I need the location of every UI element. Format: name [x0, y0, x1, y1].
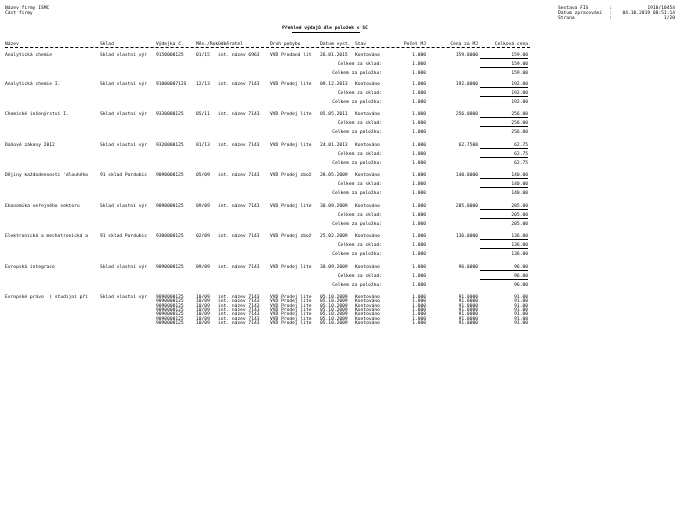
- item-name: Analytická chemie: [5, 53, 53, 58]
- cell-qty: 1.000: [412, 82, 426, 87]
- cell-qty: 1.000: [412, 143, 426, 148]
- column-header: Název: [5, 42, 19, 47]
- cell-date: 30.09.2009: [320, 204, 348, 209]
- report-title: Přehled výdajů dle položek v SC: [282, 26, 368, 31]
- cell-total: 136.00: [511, 234, 528, 239]
- column-header: Cena za MJ: [450, 42, 478, 47]
- cell-doc: 9090000125: [156, 312, 184, 318]
- cell-state: Kontováno: [355, 307, 380, 313]
- cell-qty: 1.000: [412, 320, 426, 326]
- column-header: Odběratel: [218, 42, 243, 47]
- item-name: Elektronická a mechatronická a: [5, 234, 88, 239]
- item-total-qty: 1.000: [412, 283, 426, 288]
- item-total-label: Celkem za položku:: [332, 252, 382, 257]
- subtotal-rule: [480, 87, 528, 88]
- cell-doc: 9090000125: [156, 307, 184, 313]
- item-total-qty: 1.000: [412, 222, 426, 227]
- cell-period: 09/09: [196, 265, 210, 270]
- cell-doc: 9150000125: [156, 53, 184, 58]
- cell-date: 25.02.2009: [320, 234, 348, 239]
- cell-customer: int. název 7143: [218, 295, 260, 300]
- cell-total: 91.00: [514, 320, 528, 326]
- cell-period: 05/09: [196, 173, 210, 178]
- cell-state: Kontováno: [355, 234, 380, 239]
- warehouse-total-label: Celkem za sklad:: [337, 62, 382, 67]
- warehouse-total-label: Celkem za sklad:: [337, 121, 382, 126]
- warehouse-total-value: 96.00: [514, 274, 528, 279]
- item-total-label: Celkem za položku:: [332, 191, 382, 196]
- item-name: Dějiny každodennosti 'dlouhého: [5, 173, 88, 178]
- subtotal-rule: [480, 248, 528, 249]
- warehouse-total-value: 62.75: [514, 152, 528, 157]
- warehouse-total-value: 159.00: [511, 62, 528, 67]
- cell-date: 26.01.2015: [320, 53, 348, 58]
- subtotal-rule: [480, 209, 528, 210]
- cell-qty: 1.000: [412, 173, 426, 178]
- cell-price: 91.0000: [458, 295, 478, 300]
- cell-customer: int. název 7143: [218, 112, 260, 117]
- cell-period: 10/09: [196, 299, 210, 305]
- cell-total: 140.00: [511, 173, 528, 178]
- cell-customer: int. název 7143: [218, 204, 260, 209]
- cell-price: 91.0000: [458, 303, 478, 309]
- subtotal-rule: [480, 58, 528, 59]
- warehouse-name: 91 sklad Pardubic: [100, 173, 148, 178]
- cell-state: Kontováno: [355, 312, 380, 318]
- item-total-qty: 1.000: [412, 71, 426, 76]
- item-total-value: 205.00: [511, 222, 528, 227]
- cell-date: 05.05.2011: [320, 112, 348, 117]
- cell-period: 12/13: [196, 82, 210, 87]
- meta-label-date: Datum zpracování: [558, 11, 603, 16]
- cell-customer: int. název 7143: [218, 82, 260, 87]
- warehouse-total-qty: 1.000: [412, 182, 426, 187]
- subtotal-rule: [480, 126, 528, 127]
- cell-total: 91.00: [514, 299, 528, 305]
- cell-total: 159.00: [511, 53, 528, 58]
- cell-price: 205.0000: [455, 204, 478, 209]
- cell-qty: 1.000: [412, 303, 426, 309]
- cell-customer: int. název 7143: [218, 265, 260, 270]
- subtotal-rule: [480, 239, 528, 240]
- cell-date: 28.05.2009: [320, 173, 348, 178]
- cell-customer: int. název 7143: [218, 312, 260, 318]
- column-header: Výdejka č.: [156, 42, 184, 47]
- cell-doc: 9320000125: [156, 143, 184, 148]
- warehouse-total-label: Celkem za sklad:: [337, 243, 382, 248]
- cell-movement: VVD Prodej lite: [270, 299, 312, 305]
- warehouse-total-qty: 1.000: [412, 274, 426, 279]
- cell-date: 09.12.2013: [320, 82, 348, 87]
- warehouse-name: Sklad vlastní výr: [100, 112, 148, 117]
- warehouse-total-label: Celkem za sklad:: [337, 182, 382, 187]
- cell-total: 91.00: [514, 307, 528, 313]
- cell-movement: VVD Prodej lite: [270, 143, 312, 148]
- cell-doc: 9090000125: [156, 316, 184, 322]
- warehouse-total-qty: 1.000: [412, 91, 426, 96]
- cell-doc: 9090000125: [156, 265, 184, 270]
- cell-movement: VVD Prodej lite: [270, 82, 312, 87]
- meta-value-page: 1/20: [663, 16, 675, 21]
- company-part: Část firmy: [5, 11, 33, 16]
- subtotal-rule: [480, 148, 528, 149]
- item-total-label: Celkem za položku:: [332, 161, 382, 166]
- warehouse-name: 91 sklad Pardubic: [100, 234, 148, 239]
- meta-label-report: Sestava FIS: [558, 6, 589, 11]
- cell-doc: 9100000712S: [156, 82, 187, 87]
- column-header: Druh pohybu: [270, 42, 301, 47]
- warehouse-total-label: Celkem za sklad:: [337, 152, 382, 157]
- warehouse-total-value: 140.00: [511, 182, 528, 187]
- cell-period: 05/11: [196, 112, 210, 117]
- item-total-label: Celkem za položku:: [332, 283, 382, 288]
- item-total-qty: 1.000: [412, 130, 426, 135]
- cell-period: 10/09: [196, 312, 210, 318]
- cell-total: 91.00: [514, 312, 528, 318]
- cell-state: Kontováno: [355, 316, 380, 322]
- cell-state: Kontováno: [355, 265, 380, 270]
- cell-state: Kontováno: [355, 295, 380, 300]
- cell-state: Kontováno: [355, 204, 380, 209]
- item-name: Evropská integrace: [5, 265, 55, 270]
- title-underline: [292, 32, 360, 33]
- cell-state: Kontováno: [355, 82, 380, 87]
- cell-price: 159.0000: [455, 53, 478, 58]
- column-header: Stav: [355, 42, 367, 47]
- cell-total: 91.00: [514, 316, 528, 322]
- cell-date: 05.10.2009: [320, 312, 348, 318]
- column-header: Celková cena: [494, 42, 528, 47]
- cell-total: 205.00: [511, 204, 528, 209]
- warehouse-name: Sklad vlastní výr: [100, 204, 148, 209]
- warehouse-total-value: 205.00: [511, 213, 528, 218]
- meta-value-report: 1918/10454: [647, 6, 675, 11]
- cell-movement: VVD Prodej lite: [270, 265, 312, 270]
- cell-total: 91.00: [514, 303, 528, 309]
- column-header: Počet MJ: [403, 42, 426, 47]
- cell-customer: int. název 7143: [218, 299, 260, 305]
- subtotal-rule: [480, 270, 528, 271]
- item-total-value: 256.00: [511, 130, 528, 135]
- cell-price: 256.0000: [455, 112, 478, 117]
- subtotal-rule: [480, 67, 528, 68]
- cell-doc: 9330000125: [156, 112, 184, 117]
- cell-date: 24.01.2013: [320, 143, 348, 148]
- cell-total: 256.00: [511, 112, 528, 117]
- column-header: Měs./Rok: [196, 42, 219, 47]
- subtotal-rule: [480, 178, 528, 179]
- cell-period: 10/09: [196, 320, 210, 326]
- cell-movement: VVD Prodej lite: [270, 295, 312, 300]
- item-total-label: Celkem za položku:: [332, 71, 382, 76]
- cell-total: 91.00: [514, 295, 528, 300]
- meta-label-page: Strana: [558, 16, 575, 21]
- warehouse-total-label: Celkem za sklad:: [337, 91, 382, 96]
- item-total-label: Celkem za položku:: [332, 130, 382, 135]
- cell-price: 91.0000: [458, 307, 478, 313]
- item-total-value: 96.00: [514, 283, 528, 288]
- warehouse-name: Sklad vlastní výr: [100, 143, 148, 148]
- cell-qty: 1.000: [412, 295, 426, 300]
- cell-movement: VVD Prodej lite: [270, 112, 312, 117]
- cell-date: 30.09.2009: [320, 265, 348, 270]
- cell-movement: VVD Prodej lite: [270, 303, 312, 309]
- warehouse-total-qty: 1.000: [412, 121, 426, 126]
- cell-total: 192.00: [511, 82, 528, 87]
- item-total-label: Celkem za položku:: [332, 222, 382, 227]
- cell-state: Kontováno: [355, 303, 380, 309]
- cell-period: 01/15: [196, 53, 210, 58]
- cell-qty: 1.000: [412, 265, 426, 270]
- cell-movement: VVD Prodej lite: [270, 307, 312, 313]
- cell-date: 05.10.2009: [320, 316, 348, 322]
- cell-price: 91.0000: [458, 320, 478, 326]
- company-name: Název firmy ISMC: [5, 6, 50, 11]
- cell-qty: 1.000: [412, 112, 426, 117]
- cell-customer: int. název 6963: [218, 53, 260, 58]
- cell-state: Kontováno: [355, 143, 380, 148]
- cell-date: 05.10.2009: [320, 320, 348, 326]
- cell-movement: VVD Prodej lite: [270, 204, 312, 209]
- cell-period: 09/09: [196, 204, 210, 209]
- item-total-value: 159.00: [511, 71, 528, 76]
- cell-state: Kontováno: [355, 173, 380, 178]
- cell-movement: VVD Prodej lite: [270, 316, 312, 322]
- cell-movement: VVD Prodej lite: [270, 312, 312, 318]
- warehouse-name: Sklad vlastní výr: [100, 53, 148, 58]
- cell-period: 02/09: [196, 234, 210, 239]
- column-header: Sklad: [100, 42, 114, 47]
- cell-customer: int. název 7143: [218, 234, 260, 239]
- item-total-value: 140.00: [511, 191, 528, 196]
- header-divider: [5, 47, 530, 48]
- cell-doc: 9090000125: [156, 295, 184, 300]
- cell-movement: VVD Prodej lite: [270, 320, 312, 326]
- meta-value-date: 04.10.2019 08:51:14: [622, 11, 675, 16]
- item-total-value: 62.75: [514, 161, 528, 166]
- cell-price: 91.0000: [458, 299, 478, 305]
- warehouse-name: Sklad vlastní výr: [100, 82, 148, 87]
- cell-date: 05.10.2009: [320, 299, 348, 305]
- cell-price: 192.0000: [455, 82, 478, 87]
- cell-state: Kontováno: [355, 112, 380, 117]
- subtotal-rule: [480, 279, 528, 280]
- item-total-qty: 1.000: [412, 161, 426, 166]
- item-total-label: Celkem za položku:: [332, 100, 382, 105]
- cell-price: 91.0000: [458, 316, 478, 322]
- cell-qty: 1.000: [412, 53, 426, 58]
- item-total-qty: 1.000: [412, 252, 426, 257]
- column-header: Datum vyst.: [320, 42, 351, 47]
- item-name: Chemické inženýrství I.: [5, 112, 69, 117]
- cell-movement: VVD Prodej zbož: [270, 234, 312, 239]
- cell-state: Kontováno: [355, 53, 380, 58]
- cell-price: 96.0000: [458, 265, 478, 270]
- cell-period: 10/09: [196, 303, 210, 309]
- cell-period: 10/09: [196, 295, 210, 300]
- cell-doc: 9090000125: [156, 320, 184, 326]
- cell-qty: 1.000: [412, 204, 426, 209]
- warehouse-total-value: 136.00: [511, 243, 528, 248]
- cell-customer: int. název 7143: [218, 307, 260, 313]
- cell-price: 62.7500: [458, 143, 478, 148]
- cell-qty: 1.000: [412, 234, 426, 239]
- item-name: Ekonomika veřejného sektoru: [5, 204, 80, 209]
- cell-state: Kontováno: [355, 320, 380, 326]
- warehouse-total-value: 192.00: [511, 91, 528, 96]
- cell-customer: int. název 7143: [218, 316, 260, 322]
- warehouse-total-qty: 1.000: [412, 213, 426, 218]
- cell-qty: 1.000: [412, 312, 426, 318]
- cell-qty: 1.000: [412, 299, 426, 305]
- cell-date: 05.10.2009: [320, 303, 348, 309]
- cell-total: 96.00: [514, 265, 528, 270]
- cell-doc: 9300000125: [156, 234, 184, 239]
- cell-price: 136.0000: [455, 234, 478, 239]
- cell-period: 01/13: [196, 143, 210, 148]
- warehouse-total-label: Celkem za sklad:: [337, 213, 382, 218]
- cell-date: 05.10.2009: [320, 295, 348, 300]
- subtotal-rule: [480, 96, 528, 97]
- item-name: Daňové zákony 2012: [5, 143, 55, 148]
- cell-customer: int. název 7143: [218, 173, 260, 178]
- item-name: Evropské právo ( studijní pří: [5, 295, 88, 300]
- item-total-value: 192.00: [511, 100, 528, 105]
- warehouse-name: Sklad vlastní výr: [100, 265, 148, 270]
- subtotal-rule: [480, 187, 528, 188]
- cell-qty: 1.000: [412, 307, 426, 313]
- cell-qty: 1.000: [412, 316, 426, 322]
- item-total-qty: 1.000: [412, 100, 426, 105]
- warehouse-total-value: 256.00: [511, 121, 528, 126]
- cell-doc: 9090000125: [156, 303, 184, 309]
- warehouse-total-qty: 1.000: [412, 243, 426, 248]
- cell-movement: VVD Prodej zbož: [270, 173, 312, 178]
- cell-doc: 9090000125: [156, 204, 184, 209]
- warehouse-total-qty: 1.000: [412, 152, 426, 157]
- item-total-qty: 1.000: [412, 191, 426, 196]
- report-page: Název firmy ISMC Část firmy Sestava FIS Datum zpracování Strana : : : 1918/10454 04.10.2019 08:51:14 1/20 Přehled výdajů dle položek v SC Název Sklad Výdejka č. Měs./Rok Odběratel Druh pohybu Datum vyst. Stav Počet MJ Cena za MJ Celková cena Analytická chemie Sklad vlastní výr 9150000125 01/15 int. název 6963 VVD Prodaná lit 26.01.2015 Kontováno 1.000 159.0000 159.00 Celkem za sklad: 1.000 159.00 Celkem za položku: 1.000 159.00 Analytická chemie I. Sklad vlastní výr 9100000712S 12/13 int. název 7143 VVD Prodej lite 09.12.2013 Kontováno 1.000 192.0000 192.00 Celkem za sklad: 1.000 192.00 Celkem za položku: 1.000 192.00 Chemické inženýrství I. Sklad vlastní výr 9330000125 05/11 int. název 7143 VVD Prodej lite 05.05.2011 Kontováno 1.000 256.0000 256.00 Celkem za sklad: 1.000 256.00 Celkem za položku: 1.000 256.00 Daňové zákony 2012 Sklad vlastní výr 9320000125 01/13 int. název 7143 VVD Prodej lite 24.01.2013 Kontováno 1.000 62.7500 62.75 Celkem za sklad: 1.000 62.75 Celkem za položku: 1.000 62.75 Dějiny každodennosti 'dlouhého 91 sklad Pardubic 9090000125 05/09 int. název 7143 VVD Prodej zbož 28.05.2009 Kontováno 1.000 140.0000 140.00 Celkem za sklad: 1.000 140.00 Celkem za položku: 1.000 140.00 Ekonomika veřejného sektoru Sklad vlastní výr 9090000125 09/09 int. název 7143 VVD Prodej lite 30.09.2009 Kontováno 1.000 205.0000 205.00 Celkem za sklad: 1.000 205.00 Celkem za položku: 1.000 205.00 Elektronická a mechatronická a 91 sklad Pardubic 9300000125 02/09 int. název 7143 VVD Prodej zbož 25.02.2009 Kontováno 1.000 136.0000 136.00 Celkem za sklad: 1.000 136.00 Celkem za položku: 1.000 136.00 Evropská integrace Sklad vlastní výr 9090000125 09/09 int. název 7143 VVD Prodej lite 30.09.2009 Kontováno 1.000 96.0000 96.00 Celkem za sklad: 1.000 96.00 Celkem za položku: 1.000 96.00 Evropské právo ( studijní pří Sklad vlastní výr 9090000125 10/09 int. název 7143 VVD Prodej lite 05.10.2009 Kontováno 1.000 91.0000 91.00 9090000125 10/09 int. název 7143 VVD Prodej lite 05.10.2009 Kontováno 1.000 91.0000 91.00 9090000125 10/09 int. název 7143 VVD Prodej lite 05.10.2009 Kontováno 1.000 91.0000 91.00 9090000125 10/09 int. název 7143 VVD Prodej lite 05.10.2009 Kontováno 1.000 91.0000 91.00 9090000125 10/09 int. název 7143 VVD Prodej lite 05.10.2009 Kontováno 1.000 91.0000 91.00 9090000125 10/09 int. název 7143 VVD Prodej lite 05.10.2009 Kontováno 1.000 91.0000 91.00 9090000125 10/09 int. název 7143 VVD Prodej lite 05.10.2009 Kontováno 1.000 91.0000 91.00: [0, 0, 680, 518]
- cell-price: 91.0000: [458, 312, 478, 318]
- subtotal-rule: [480, 218, 528, 219]
- cell-period: 10/09: [196, 316, 210, 322]
- cell-total: 62.75: [514, 143, 528, 148]
- cell-doc: 9090000125: [156, 299, 184, 305]
- cell-price: 140.0000: [455, 173, 478, 178]
- cell-period: 10/09: [196, 307, 210, 313]
- cell-customer: int. název 7143: [218, 143, 260, 148]
- cell-customer: int. název 7143: [218, 303, 260, 309]
- item-total-value: 136.00: [511, 252, 528, 257]
- item-name: Analytická chemie I.: [5, 82, 61, 87]
- cell-movement: VVD Prodaná lit: [270, 53, 312, 58]
- subtotal-rule: [480, 117, 528, 118]
- subtotal-rule: [480, 157, 528, 158]
- warehouse-name: Sklad vlastní výr: [100, 295, 148, 300]
- warehouse-total-qty: 1.000: [412, 62, 426, 67]
- cell-doc: 9090000125: [156, 173, 184, 178]
- cell-date: 05.10.2009: [320, 307, 348, 313]
- cell-customer: int. název 7143: [218, 320, 260, 326]
- warehouse-total-label: Celkem za sklad:: [337, 274, 382, 279]
- cell-state: Kontováno: [355, 299, 380, 305]
